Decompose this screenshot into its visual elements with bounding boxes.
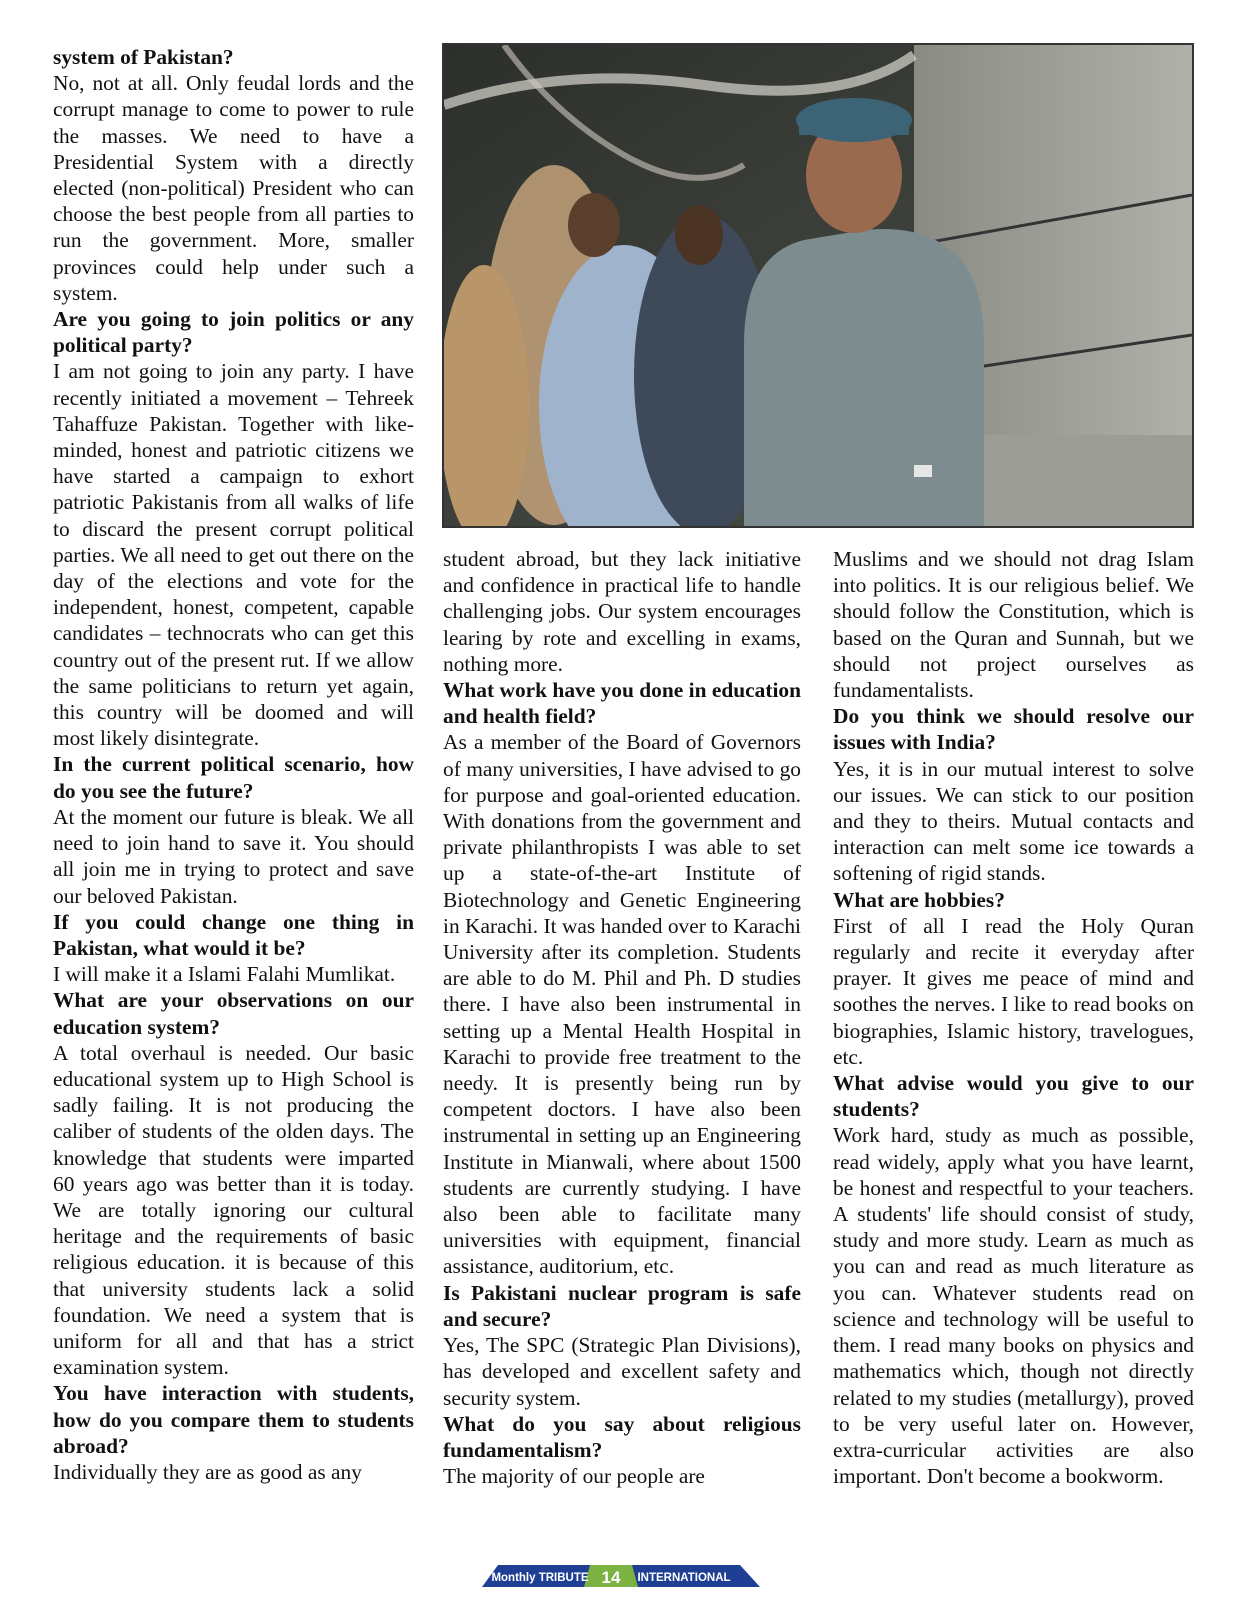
answer: Muslims and we should not drag Islam into politics. It is our religious belief. We should follow the Constitution, which is based on the Quran and Sunnah, but we should not project ourselves as fundamentalists.	[833, 547, 1194, 703]
answer: Individually they are as good as any	[53, 1459, 362, 1484]
question: What are your observations on our education system?	[53, 988, 414, 1039]
question: Is Pakistani nuclear program is safe and secure?	[443, 1280, 801, 1331]
text-column-3	[833, 546, 1194, 1489]
question: Are you going to join politics or any political party?	[53, 307, 414, 358]
text-column-1	[53, 44, 414, 1485]
question: If you could change one thing in Pakistan, what would it be?	[53, 909, 414, 960]
answer: First of all I read the Holy Quran regularly and recite it everyday after prayer. It gives me peace of mind and soothes the nerves. I like to read books on biographies, Islamic history, travelogues, etc.	[833, 913, 1194, 1069]
question: What work have you done in education and health field?	[443, 678, 801, 729]
question: Do you think we should resolve our issues with India?	[833, 704, 1194, 755]
footer-international: INTERNATIONAL	[637, 1572, 731, 1584]
question: You have interaction with students, how do you compare them to students abroad?	[53, 1381, 414, 1458]
answer: student abroad, but they lack initiative and confidence in practical life to handle challenging jobs. Our system encourages learing by rote and excelling in exams, nothing more.	[443, 547, 801, 676]
answer: A total overhaul is needed. Our basic educational system up to High School is sadly failing. It is not producing the caliber of students of the olden days. The knowledge that students were imparted 60 years ago was better than it is today. We are totally ignoring our cultural heritage and the requirements of basic religious education. it is because of this that university students lack a solid foundation. We need a system that is uniform for all and that has a strict examination system.	[53, 1040, 414, 1380]
photo	[442, 43, 1194, 528]
answer: Yes, The SPC (Strategic Plan Divisions), has developed and excellent safety and security system.	[443, 1333, 801, 1410]
answer: Work hard, study as much as possible, read widely, apply what you have learnt, be honest and respectful to your teachers. A students' life should consist of study, study and more study. Learn as much as you can and read as much literature as you can. Whatever students read on science and technology will be useful to them. I read many books on physics and mathematics which, though not directly related to my studies (metallurgy), proved to be very useful later on. However, extra-curricular activities are also important. Don't become a bookworm.	[833, 1123, 1194, 1489]
text-column-2	[443, 546, 801, 1489]
answer: I am not going to join any party. I have recently initiated a movement – Tehreek Tahaffuze Pakistan. Together with like-minded, honest and patriotic citizens we have started a campaign to exhort patriotic Pakistanis from all walks of life to discard the present corrupt political parties. We all need to get out there on the day of the elections and vote for the independent, honest, competent, capable candidates – technocrats who can get this country out of the present rut. If we allow the same politicians to return yet again, this country will be doomed and will most likely disintegrate.	[53, 359, 414, 751]
answer: No, not at all. Only feudal lords and the corrupt manage to come to power to rule the masses. We need to have a Presidential System with a directly elected (non-political) President who can choose the best people from all parties to run the government. More, smaller provinces could help under such a system.	[53, 71, 414, 305]
answer: At the moment our future is bleak. We all need to join hand to save it. You should all join me in trying to protect and save our beloved Pakistan.	[53, 804, 414, 908]
answer: I will make it a Islami Falahi Mumlikat.	[53, 962, 396, 987]
page-footer	[482, 1563, 762, 1589]
question: In the current political scenario, how do you see the future?	[53, 752, 414, 803]
answer: The majority of our people are	[443, 1464, 705, 1489]
page-number: 14	[601, 1568, 621, 1587]
photo-illustration	[444, 45, 1192, 526]
question: What are hobbies?	[833, 887, 1005, 912]
footer-magazine-name: Monthly TRIBUTE	[491, 1572, 589, 1584]
question: What do you say about religious fundamentalism?	[443, 1411, 801, 1462]
answer: Yes, it is in our mutual interest to solve our issues. We can stick to our position and they to theirs. Mutual contacts and interaction can melt some ice towards a softening of rigid stands.	[833, 756, 1194, 886]
question: What advise would you give to our students?	[833, 1071, 1194, 1122]
answer: As a member of the Board of Governors of many universities, I have advised to go for purpose and goal-oriented education. With donations from the government and private philanthropists I was able to set up a state-of-the-art Institute of Biotechnology and Genetic Engineering in Karachi. It was handed over to Karachi University after its completion. Students are able to do M. Phil and Ph. D studies there. I have also been instrumental in setting up a Mental Health Hospital in Karachi to provide free treatment to the needy. It is presently being run by competent doctors. I have also been instrumental in setting up an Engineering Institute in Mianwali, where about 1500 students are currently studying. I have also been able to facilitate many universities with equipment, financial assistance, auditorium, etc.	[443, 730, 801, 1279]
question: system of Pakistan?	[53, 45, 234, 69]
